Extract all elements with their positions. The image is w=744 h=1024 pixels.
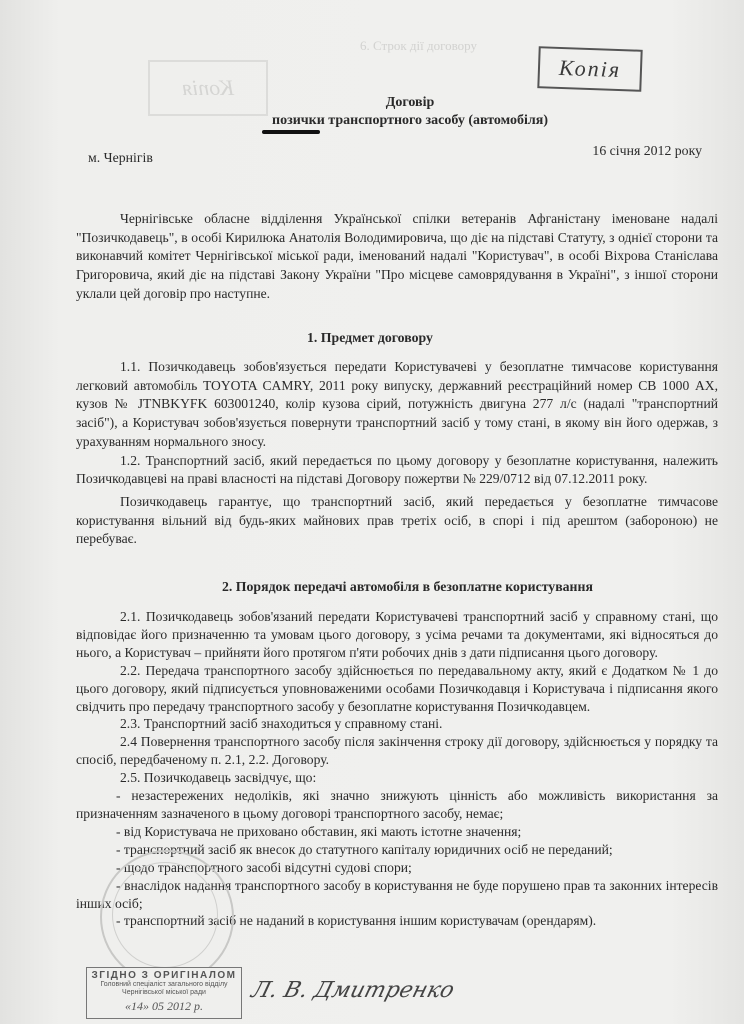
section-1-body [76,358,718,549]
list-item: - транспортний засіб не наданий в користування іншим користувачам (орендарям). [116,913,597,929]
section-2-heading: 2. Порядок передачі автомобіля в безоплатне користування [222,579,593,594]
list-item: - незастережених недоліків, які значно знижують цінність або можливість використання за призначенням зазначеного в цьому договорі транспортного засобу, немає; [76,788,718,821]
clause-1-2: 1.2. Транспортний засіб, який передається по цьому договору у безоплатне користування, належить Позичкодавцеві на праві власності на підставі Договору пожертви № 229/0712 від 07.12.2011 року. [76,452,718,487]
handwritten-signature: Л. В. Дмитренко [248,978,457,1003]
list-item: - щодо транспортного засобі відсутні судові спори; [116,859,412,875]
clause-2-4: 2.4 Повернення транспортного засобу після закінчення строку дії договору, здійснюється у порядку та спосіб, передбаченому п. 2.1, 2.2. Договору. [76,734,718,768]
clause-2-2: 2.2. Передача транспортного засобу здійснюється по передавальному акту, який є Додатком № 1 до цього договору, який підписується уповноваженими особами Позичкодавця і Користувача і підписання якого свідчить про передачу транспортного засобу у безоплатне користування Позичкодавцем. [76,662,718,714]
document-subtitle: позички транспортного засобу (автомобіля) [272,113,548,128]
document-date: 16 січня 2012 року [592,143,702,158]
copy-stamp: Копія [537,46,642,92]
preamble: Чернігівське обласне відділення Української спілки ветеранів Афганістану іменоване надалі "Позичкодавець", в особі Кирилюка Анатолія Володимировича, що діє на підставі Статуту, з однієї сторони та виконавчий комітет Чернігівської міської ради, іменований надалі "Користувач", в особі Віхрова Станіслава Григоровича, який діє на підставі Закону України "Про місцеве самоврядування в Україні", з іншої сторони уклали цей договір про наступне. [76,211,718,301]
bleed-through-text: 6. Строк дії договору [360,38,477,53]
list-item: - внаслідок надання транспортного засобу в користування не буде порушено прав та законних інтересів інших осіб; [76,877,718,911]
clause-2-1: 2.1. Позичкодавець зобов'язаний передати Користувачеві транспортний засіб у справному стані, що відповідає його призначенню та умовам цього договору, з усіма речами та документами, які відносяться до нього, а Користувач – прийняти його протягом п'яти робочих днів з дати підписання цього договору. [76,609,718,660]
document-title: Договір [385,95,435,110]
clause-2-5: 2.5. Позичкодавець засвідчує, що: [120,770,317,786]
underline-mark [262,130,320,134]
clause-1-3: Позичкодавець гарантує, що транспортний засіб, який передається у безоплатне тимчасове користування вільний від будь-яких майнових прав третіх осіб, в спорі і під арештом (забороною) не перебуває. [76,493,718,547]
ghost-copy-stamp: Копія [148,60,268,116]
list-item: - транспортний засіб як внесок до статутного капіталу юридичних осіб не переданий; [116,841,613,857]
list-item: - від Користувача не приховано обставин, які мають істотне значення; [116,823,522,839]
certified-copy-stamp: ЗГІДНО З ОРИГІНАЛОМ Головний спеціаліст загального відділу Чернігівської міської ради «14» 05 2012 р. [86,967,242,1019]
city: м. Чернігів [88,150,153,165]
clause-2-3: 2.3. Транспортний засіб знаходиться у справному стані. [120,716,443,732]
clause-1-1: 1.1. Позичкодавець зобов'язується передати Користувачеві у безоплатне тимчасове користування легковий автомобіль TOYOTA CAMRY, 2011 року випуску, державний реєстраційний номер СВ 1000 АХ, кузов № JTNBKYFK 603001240, колір кузова сірий, потужність двигуна 277 л/с (надалі "транспортний засіб"), а Користувач зобов'язується повернути транспортний засіб у тому стані, в якому він його одержав, з урахуванням нормального зносу. [76,359,718,449]
round-seal-inner [112,862,218,968]
section-1-heading: 1. Предмет договору [307,330,433,345]
